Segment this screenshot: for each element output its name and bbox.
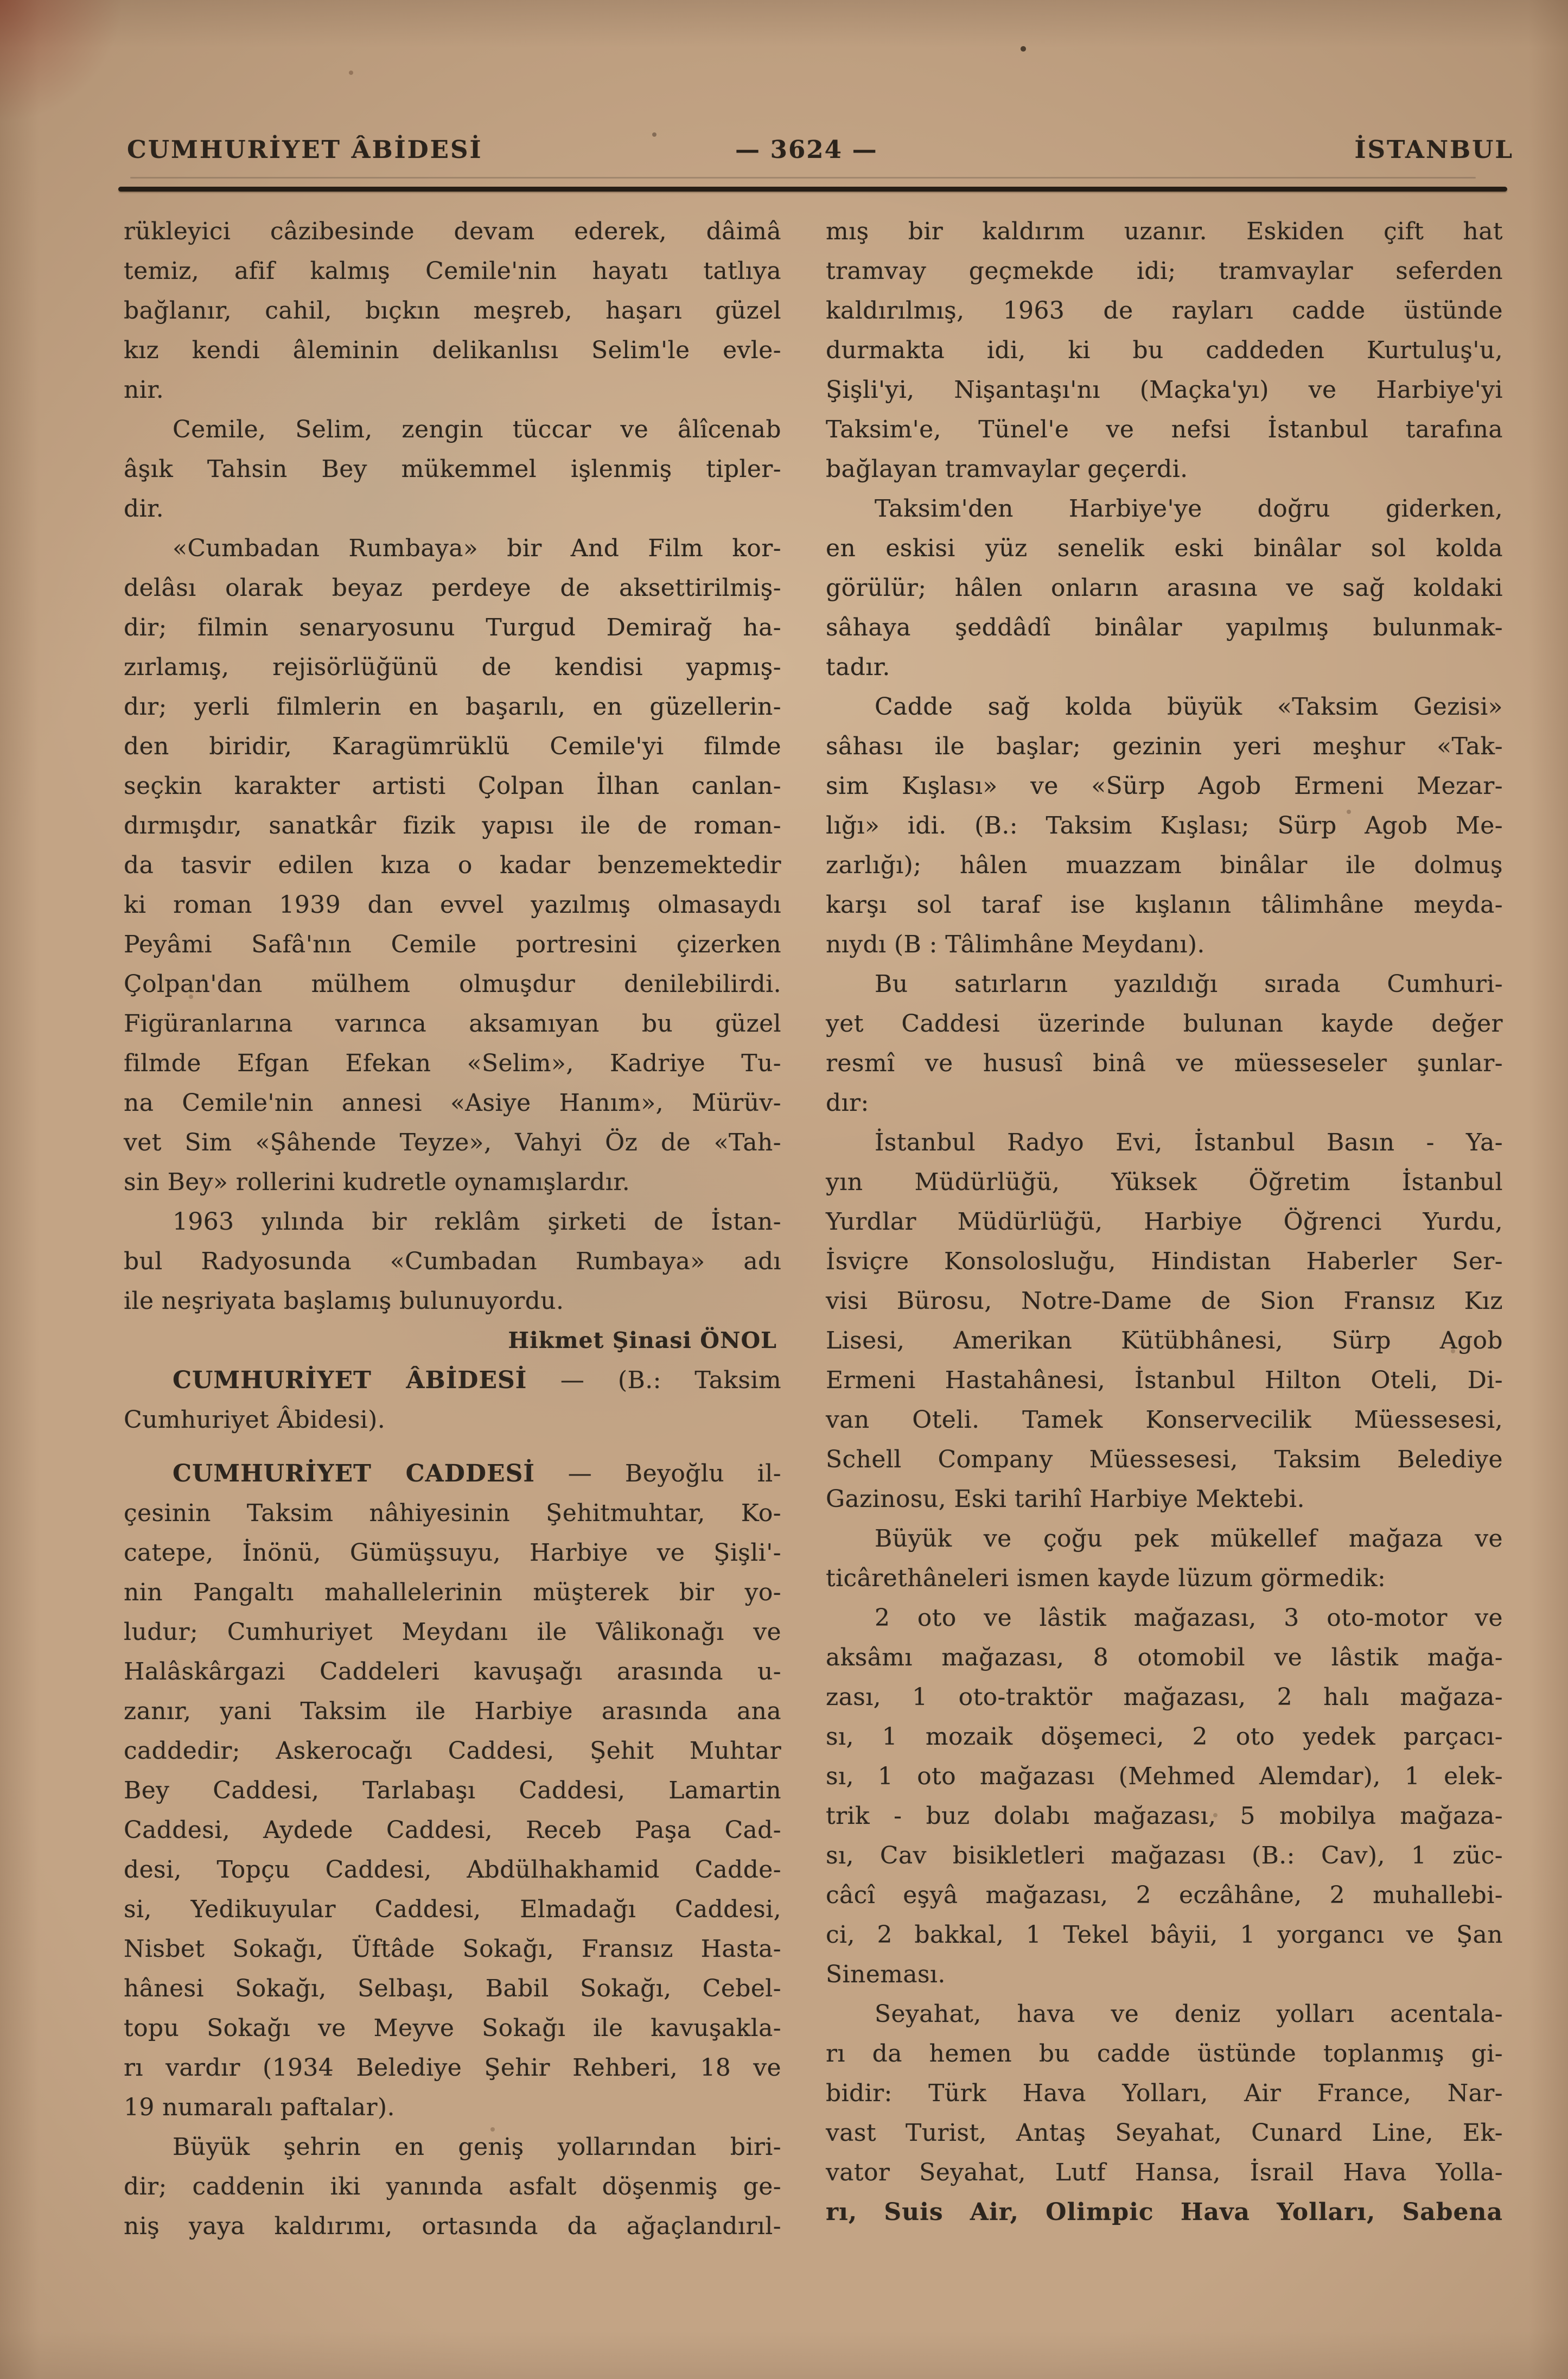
- text-run: sı, Cav bisikletleri mağazası (B.: Cav), 1 züc-: [826, 1842, 1503, 1869]
- text-run: tramvay geçmekde idi; tramvaylar seferden: [826, 257, 1503, 285]
- paper-specks: [0, 0, 2, 2]
- text-line: [826, 885, 1503, 925]
- text-line: [124, 1810, 781, 1850]
- paragraph: [124, 1360, 781, 1440]
- text-line: [124, 1850, 781, 1890]
- text-line: [826, 727, 1503, 766]
- text-line: [826, 1915, 1503, 1955]
- text-line: [124, 1691, 781, 1731]
- paragraph: [124, 212, 781, 410]
- text-run: Bu satırların yazıldığı sırada Cumhuri-: [875, 970, 1503, 998]
- text-line: [826, 1321, 1503, 1360]
- text-run: sâhaya şeddâdî binâlar yapılmış bulunmak-: [826, 614, 1503, 641]
- text-run: den biridir, Karagümrüklü Cemile'yi filmde: [124, 733, 781, 760]
- text-run: câcî eşyâ mağazası, 2 eczâhâne, 2 muhallebi-: [826, 1881, 1503, 1909]
- text-run: caddedir; Askerocağı Caddesi, Şehit Muhtar: [124, 1737, 781, 1765]
- text-run: van Oteli. Tamek Konservecilik Müessesesi,: [826, 1406, 1503, 1434]
- running-head-entry-title: CUMHURİYET ÂBİDESİ: [127, 135, 483, 164]
- text-line: [124, 766, 781, 806]
- text-run: ci, 2 bakkal, 1 Tekel bâyii, 1 yorgancı ve Şan: [826, 1921, 1503, 1949]
- paragraph: [124, 1202, 781, 1321]
- text-run: trik - buz dolabı mağazası, 5 mobilya mağaza-: [826, 1802, 1503, 1830]
- text-run: Şişli'yi, Nişantaşı'nı (Maçka'yı) ve Harbiye'yi: [826, 376, 1503, 404]
- text-line: [826, 1677, 1503, 1717]
- text-line: [124, 1731, 781, 1771]
- text-line: [124, 410, 781, 449]
- text-line: [826, 806, 1503, 845]
- text-line: [826, 1638, 1503, 1677]
- text-line: [124, 1321, 781, 1360]
- text-run: Ermeni Hastahânesi, İstanbul Hilton Oteli, Di-: [826, 1366, 1503, 1394]
- text-run: yet Caddesi üzerinde bulunan kayde değer: [826, 1010, 1503, 1038]
- text-run: Cumhuriyet Âbidesi).: [124, 1406, 386, 1434]
- text-run: Büyük şehrin en geniş yollarından biri-: [173, 2133, 781, 2161]
- text-line: [826, 489, 1503, 529]
- text-line: [826, 251, 1503, 291]
- text-run: desi, Topçu Caddesi, Abdülhakhamid Cadde-: [124, 1856, 781, 1884]
- text-line: [124, 608, 781, 647]
- text-run: en eskisi yüz senelik eski binâlar sol kolda: [826, 535, 1503, 562]
- text-line: [124, 489, 781, 529]
- text-line: [124, 1969, 781, 2008]
- text-run: visi Bürosu, Notre-Dame de Sion Fransız Kız: [826, 1287, 1503, 1315]
- text-line: [124, 727, 781, 766]
- text-line: [826, 1559, 1503, 1598]
- text-run: ile neşriyata başlamış bulunuyordu.: [124, 1287, 564, 1315]
- text-run: bidir: Türk Hava Yolları, Air France, Nar-: [826, 2079, 1503, 2107]
- text-line: [826, 1123, 1503, 1162]
- text-line: [124, 1493, 781, 1533]
- text-run: lığı» idi. (B.: Taksim Kışlası; Sürp Agob Me-: [826, 812, 1503, 839]
- text-run: nıydı (B : Tâlimhâne Meydanı).: [826, 931, 1205, 958]
- text-line: [124, 2206, 781, 2246]
- text-line: [826, 2073, 1503, 2113]
- text-run: karşı sol taraf ise kışlanın tâlimhâne meyda-: [826, 891, 1503, 919]
- text-line: [124, 647, 781, 687]
- text-run: Peyâmi Safâ'nın Cemile portresini çizerken: [124, 931, 781, 958]
- text-run: kız kendi âleminin delikanlısı Selim'le evle-: [124, 336, 781, 364]
- text-run: vet Sim «Şâhende Teyze», Vahyi Öz de «Tah-: [124, 1129, 781, 1156]
- text-run: Seyahat, hava ve deniz yolları acentala-: [875, 2000, 1503, 2028]
- text-run: Taksim'den Harbiye'ye doğru giderken,: [875, 495, 1503, 523]
- text-line: [826, 1360, 1503, 1400]
- text-run: 1963 yılında bir reklâm şirketi de İstan-: [173, 1208, 781, 1236]
- text-line: [826, 1796, 1503, 1836]
- paragraph: [826, 1994, 1503, 2232]
- text-run: — Beyoğlu il-: [534, 1460, 781, 1487]
- text-line: [826, 647, 1503, 687]
- text-line: [124, 1929, 781, 1969]
- text-run: — (B.: Taksim: [527, 1366, 782, 1394]
- text-line: [124, 1360, 781, 1400]
- text-run: Figüranlarına varınca aksamıyan bu güzel: [124, 1010, 781, 1038]
- text-line: [124, 806, 781, 845]
- text-run: çesinin Taksim nâhiyesinin Şehitmuhtar, Ko-: [124, 1499, 781, 1527]
- text-line: [124, 449, 781, 489]
- text-run: dir.: [124, 495, 164, 523]
- text-run: nin Pangaltı mahallelerinin müşterek bir yo-: [124, 1579, 781, 1606]
- text-run: dır:: [826, 1089, 869, 1117]
- text-line: [826, 1836, 1503, 1875]
- text-line: [124, 2048, 781, 2088]
- text-line: [826, 370, 1503, 410]
- entry-term: rı, Suis Air, Olimpic Hava Yolları, Sabena: [826, 2198, 1503, 2226]
- text-run: sâhası ile başlar; gezinin yeri meşhur «Tak-: [826, 733, 1503, 760]
- text-run: Sineması.: [826, 1961, 946, 1988]
- text-line: [124, 1083, 781, 1123]
- text-line: [826, 1400, 1503, 1440]
- text-run: vast Turist, Antaş Seyahat, Cunard Line, Ek-: [826, 2119, 1503, 2147]
- text-column-left: [124, 212, 781, 2246]
- text-line: [826, 410, 1503, 449]
- text-line: [826, 2192, 1503, 2232]
- paragraph: [124, 1321, 781, 1360]
- text-run: İsviçre Konsolosluğu, Hindistan Haberler Ser-: [826, 1248, 1503, 1275]
- text-line: [124, 2127, 781, 2167]
- text-line: [124, 1890, 781, 1929]
- text-line: [124, 212, 781, 251]
- text-run: durmakta idi, ki bu caddeden Kurtuluş'u,: [826, 336, 1503, 364]
- text-run: Yurdlar Müdürlüğü, Harbiye Öğrenci Yurdu,: [826, 1208, 1503, 1236]
- text-run: rükleyici câzibesinde devam ederek, dâimâ: [124, 218, 781, 245]
- text-line: [826, 1440, 1503, 1479]
- text-run: da tasvir edilen kıza o kadar benzemektedir: [124, 851, 781, 879]
- text-run: sin Bey» rollerini kudretle oynamışlardır.: [124, 1168, 630, 1196]
- text-line: [826, 568, 1503, 608]
- text-line: [826, 925, 1503, 964]
- text-run: Schell Company Müessesesi, Taksim Belediye: [826, 1446, 1503, 1473]
- paragraph: [124, 410, 781, 529]
- text-run: temiz, afif kalmış Cemile'nin hayatı tatlıya: [124, 257, 781, 285]
- page-number: — 3624 —: [735, 135, 878, 164]
- text-run: âşık Tahsin Bey mükemmel işlenmiş tipler-: [124, 455, 781, 483]
- text-run: kaldırılmış, 1963 de rayları cadde üstünde: [826, 297, 1503, 325]
- text-line: [826, 1083, 1503, 1123]
- text-line: [826, 1994, 1503, 2034]
- text-line: [826, 1875, 1503, 1915]
- text-line: [124, 330, 781, 370]
- text-run: niş yaya kaldırımı, ortasında da ağaçlandırıl-: [124, 2212, 781, 2240]
- text-line: [826, 1519, 1503, 1559]
- text-run: dırmışdır, sanatkâr fizik yapısı ile de roman-: [124, 812, 781, 839]
- text-line: [124, 2167, 781, 2206]
- text-line: [826, 1757, 1503, 1796]
- text-run: Cadde sağ kolda büyük «Taksim Gezisi»: [875, 693, 1503, 721]
- text-run: zarlığı); hâlen muazzam binâlar ile dolmuş: [826, 851, 1503, 879]
- text-run: hânesi Sokağı, Selbaşı, Babil Sokağı, Cebel-: [124, 1975, 781, 2002]
- text-run: mış bir kaldırım uzanır. Eskiden çift hat: [826, 218, 1503, 245]
- text-line: [124, 1202, 781, 1242]
- text-line: [124, 964, 781, 1004]
- text-run: yın Müdürlüğü, Yüksek Öğretim İstanbul: [826, 1168, 1503, 1196]
- text-run: bul Radyosunda «Cumbadan Rumbaya» adı: [124, 1248, 781, 1275]
- text-run: rı vardır (1934 Belediye Şehir Rehberi, 18 ve: [124, 2054, 781, 2082]
- paragraph: [826, 212, 1503, 489]
- text-run: dir; caddenin iki yanında asfalt döşenmiş ge-: [124, 2173, 781, 2200]
- header-rule-echo: [130, 177, 1476, 179]
- text-run: görülür; hâlen onların arasına ve sağ koldaki: [826, 574, 1503, 602]
- text-run: nir.: [124, 376, 164, 404]
- text-run: seçkin karakter artisti Çolpan İlhan canlan-: [124, 772, 781, 800]
- text-run: zanır, yani Taksim ile Harbiye arasında ana: [124, 1697, 781, 1725]
- text-run: 19 numaralı paftalar).: [124, 2094, 395, 2121]
- text-run: catepe, İnönü, Gümüşsuyu, Harbiye ve Şişli'-: [124, 1539, 781, 1567]
- text-line: [826, 2034, 1503, 2073]
- text-run: tadır.: [826, 653, 890, 681]
- text-line: [826, 1162, 1503, 1202]
- text-run: Caddesi, Aydede Caddesi, Receb Paşa Cad-: [124, 1816, 781, 1844]
- text-line: [124, 1533, 781, 1573]
- text-line: [124, 2088, 781, 2127]
- text-line: [826, 291, 1503, 330]
- text-line: [124, 1004, 781, 1044]
- text-run: aksâmı mağazası, 8 otomobil ve lâstik mağa-: [826, 1644, 1503, 1671]
- paragraph: [826, 1123, 1503, 1519]
- text-run: zası, 1 oto-traktör mağazası, 2 halı mağaza-: [826, 1683, 1503, 1711]
- header-rule: [118, 187, 1507, 192]
- entry-term: Hikmet Şinasi ÖNOL: [508, 1327, 777, 1353]
- text-line: [826, 1044, 1503, 1083]
- text-run: Gazinosu, Eski tarihî Harbiye Mektebi.: [826, 1485, 1305, 1513]
- text-run: rı da hemen bu cadde üstünde toplanmış gi-: [826, 2040, 1503, 2068]
- text-run: delâsı olarak beyaz perdeye de aksettirilmiş-: [124, 574, 781, 602]
- text-run: Cemile, Selim, zengin tüccar ve âlîcenab: [173, 416, 781, 443]
- text-run: zırlamış, rejisörlüğünü de kendisi yapmış-: [124, 653, 781, 681]
- text-line: [124, 1612, 781, 1652]
- text-run: bağlayan tramvaylar geçerdi.: [826, 455, 1188, 483]
- text-line: [124, 925, 781, 964]
- text-run: «Cumbadan Rumbaya» bir And Film kor-: [173, 535, 781, 562]
- text-run: Lisesi, Amerikan Kütübhânesi, Sürp Agob: [826, 1327, 1503, 1354]
- text-line: [124, 568, 781, 608]
- text-run: İstanbul Radyo Evi, İstanbul Basın - Ya-: [875, 1129, 1503, 1156]
- text-line: [826, 449, 1503, 489]
- text-line: [826, 1717, 1503, 1757]
- text-run: topu Sokağı ve Meyve Sokağı ile kavuşakla-: [124, 2014, 781, 2042]
- text-line: [826, 1955, 1503, 1994]
- text-line: [124, 885, 781, 925]
- text-run: ticârethâneleri ismen kayde lüzum görmedik:: [826, 1564, 1386, 1592]
- text-line: [124, 251, 781, 291]
- text-line: [124, 1242, 781, 1281]
- text-run: ludur; Cumhuriyet Meydanı ile Vâlikonağı ve: [124, 1618, 781, 1646]
- text-line: [124, 2008, 781, 2048]
- paragraph: [124, 1454, 781, 2127]
- text-line: [124, 687, 781, 727]
- text-line: [124, 845, 781, 885]
- text-line: [124, 370, 781, 410]
- text-line: [124, 1573, 781, 1612]
- paragraph: [826, 489, 1503, 687]
- text-run: 2 oto ve lâstik mağazası, 3 oto-motor ve: [875, 1604, 1503, 1632]
- text-run: Çolpan'dan mülhem olmuşdur denilebilirdi.: [124, 970, 781, 998]
- text-line: [124, 529, 781, 568]
- text-line: [124, 1454, 781, 1493]
- text-line: [826, 2113, 1503, 2153]
- text-line: [124, 291, 781, 330]
- text-line: [826, 212, 1503, 251]
- text-run: Büyük ve çoğu pek mükellef mağaza ve: [875, 1525, 1503, 1553]
- text-line: [124, 1400, 781, 1440]
- text-line: [826, 529, 1503, 568]
- paragraph: [826, 1598, 1503, 1994]
- running-head-volume-title: İSTANBUL: [1354, 135, 1514, 164]
- text-line: [826, 2153, 1503, 2192]
- entry-term: CUMHURİYET CADDESİ: [173, 1460, 535, 1487]
- paragraph: [826, 1519, 1503, 1598]
- text-line: [826, 608, 1503, 647]
- text-line: [826, 964, 1503, 1004]
- paragraph: [124, 2127, 781, 2246]
- text-line: [826, 330, 1503, 370]
- text-line: [826, 687, 1503, 727]
- paragraph: [124, 529, 781, 1202]
- text-run: vator Seyahat, Lutf Hansa, İsrail Hava Yolla-: [826, 2159, 1503, 2186]
- text-run: filmde Efgan Efekan «Selim», Kadriye Tu-: [124, 1049, 781, 1077]
- text-run: Taksim'e, Tünel'e ve nefsi İstanbul tarafına: [826, 416, 1503, 443]
- text-line: [124, 1771, 781, 1810]
- text-run: sı, 1 oto mağazası (Mehmed Alemdar), 1 elek-: [826, 1763, 1503, 1790]
- text-line: [826, 1479, 1503, 1519]
- text-line: [826, 1004, 1503, 1044]
- text-line: [124, 1281, 781, 1321]
- paragraph: [826, 687, 1503, 964]
- text-run: Halâskârgazi Caddeleri kavuşağı arasında u-: [124, 1658, 781, 1685]
- text-line: [124, 1652, 781, 1691]
- text-column-right: [826, 212, 1503, 2232]
- text-line: [124, 1162, 781, 1202]
- text-run: Nisbet Sokağı, Üftâde Sokağı, Fransız Hasta-: [124, 1935, 781, 1963]
- text-run: ki roman 1939 dan evvel yazılmış olmasaydı: [124, 891, 781, 919]
- text-run: dır; yerli filmlerin en başarılı, en güzellerin-: [124, 693, 781, 721]
- text-run: sim Kışlası» ve «Sürp Agob Ermeni Mezar-: [826, 772, 1503, 800]
- text-line: [124, 1123, 781, 1162]
- text-line: [826, 1242, 1503, 1281]
- text-run: si, Yedikuyular Caddesi, Elmadağı Caddesi,: [124, 1895, 781, 1923]
- text-line: [826, 845, 1503, 885]
- text-run: dir; filmin senaryosunu Turgud Demirağ ha-: [124, 614, 781, 641]
- entry-term: CUMHURİYET ÂBİDESİ: [173, 1366, 527, 1394]
- text-line: [826, 766, 1503, 806]
- text-line: [826, 1598, 1503, 1638]
- text-run: resmî ve hususî binâ ve müesseseler şunlar-: [826, 1049, 1503, 1077]
- text-run: Bey Caddesi, Tarlabaşı Caddesi, Lamartin: [124, 1777, 781, 1804]
- text-run: bağlanır, cahil, bıçkın meşreb, haşarı güzel: [124, 297, 781, 325]
- text-run: na Cemile'nin annesi «Asiye Hanım», Mürüv-: [124, 1089, 781, 1117]
- text-line: [826, 1281, 1503, 1321]
- text-line: [124, 1044, 781, 1083]
- text-line: [826, 1202, 1503, 1242]
- paragraph: [826, 964, 1503, 1123]
- text-run: sı, 1 mozaik döşemeci, 2 oto yedek parçacı-: [826, 1723, 1503, 1751]
